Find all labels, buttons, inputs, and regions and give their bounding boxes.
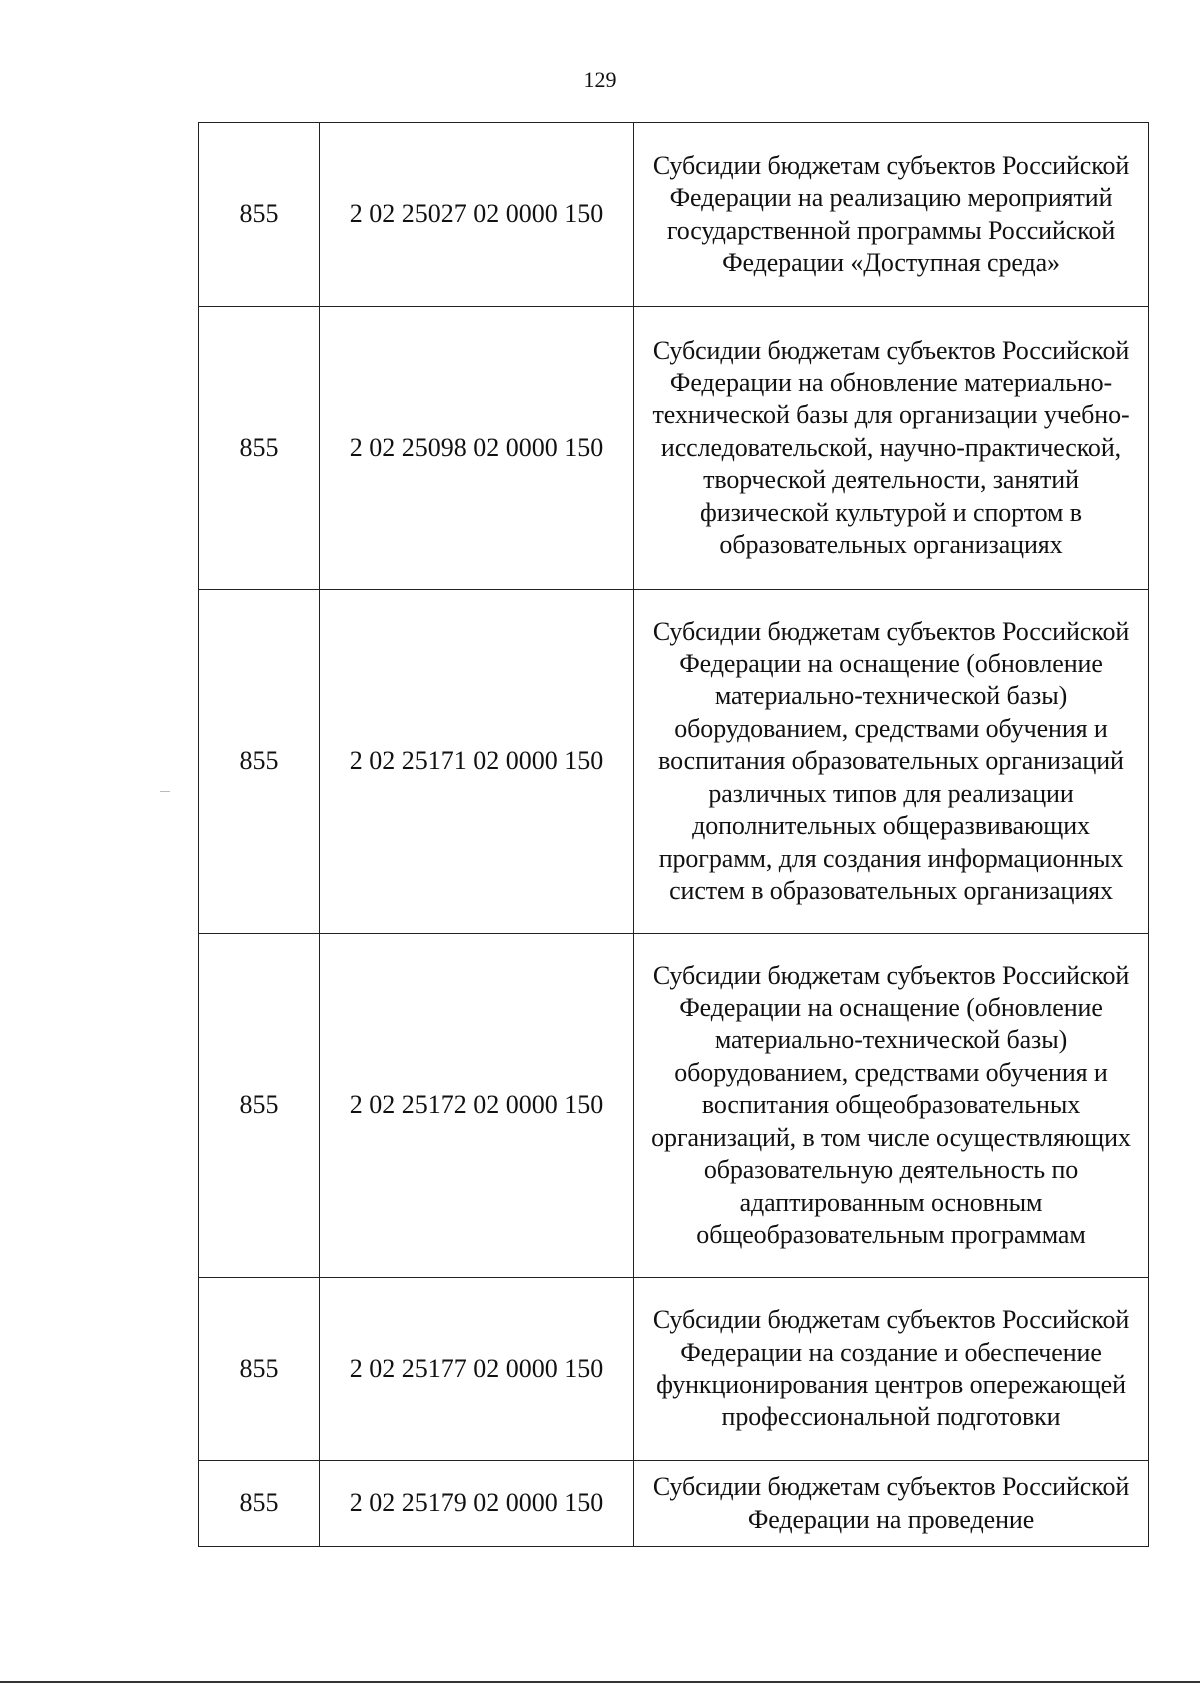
admin-code-cell: 855 xyxy=(199,1278,320,1461)
revenue-name-cell: Субсидии бюджетам субъектов Российской Федерации на оснащение (обновление материально-технической базы) оборудованием, средствами обучения и воспитания общеобразовательных организаций, в том числе осуществляющих образовательную деятельность по адаптированным основным общеобразовательным программам xyxy=(634,934,1149,1278)
table-row xyxy=(199,1278,1149,1461)
scan-artifact xyxy=(160,791,170,792)
admin-code-cell: 855 xyxy=(199,934,320,1278)
revenue-name-cell: Субсидии бюджетам субъектов Российской Федерации на реализацию мероприятий государственной программы Российской Федерации «Доступная среда» xyxy=(634,123,1149,307)
revenue-code-cell: 2 02 25098 02 0000 150 xyxy=(320,307,634,590)
revenue-code-cell: 2 02 25177 02 0000 150 xyxy=(320,1278,634,1461)
table-row xyxy=(199,307,1149,590)
budget-classification-table xyxy=(198,122,1149,1547)
revenue-code-cell: 2 02 25179 02 0000 150 xyxy=(320,1461,634,1547)
revenue-code-cell: 2 02 25172 02 0000 150 xyxy=(320,934,634,1278)
table-row xyxy=(199,1461,1149,1547)
admin-code-cell: 855 xyxy=(199,307,320,590)
page-number: 129 xyxy=(583,67,617,92)
admin-code-cell: 855 xyxy=(199,123,320,307)
admin-code-cell: 855 xyxy=(199,1461,320,1547)
revenue-code-cell: 2 02 25171 02 0000 150 xyxy=(320,590,634,934)
page-bottom-rule xyxy=(0,1681,1200,1683)
revenue-code-cell: 2 02 25027 02 0000 150 xyxy=(320,123,634,307)
revenue-name-cell: Субсидии бюджетам субъектов Российской Федерации на проведение xyxy=(634,1461,1149,1547)
table-row xyxy=(199,123,1149,307)
revenue-name-cell: Субсидии бюджетам субъектов Российской Федерации на обновление материально-технической базы для организации учебно-исследовательской, научно-практической, творческой деятельности, занятий физической культурой и спортом в образовательных организациях xyxy=(634,307,1149,590)
revenue-name-cell: Субсидии бюджетам субъектов Российской Федерации на создание и обеспечение функционирования центров опережающей профессиональной подготовки xyxy=(634,1278,1149,1461)
admin-code-cell: 855 xyxy=(199,590,320,934)
table-row xyxy=(199,934,1149,1278)
revenue-name-cell: Субсидии бюджетам субъектов Российской Федерации на оснащение (обновление материально-технической базы) оборудованием, средствами обучения и воспитания образовательных организаций различных типов для реализации дополнительных общеразвивающих программ, для создания информационных систем в образовательных организациях xyxy=(634,590,1149,934)
table-row xyxy=(199,590,1149,934)
